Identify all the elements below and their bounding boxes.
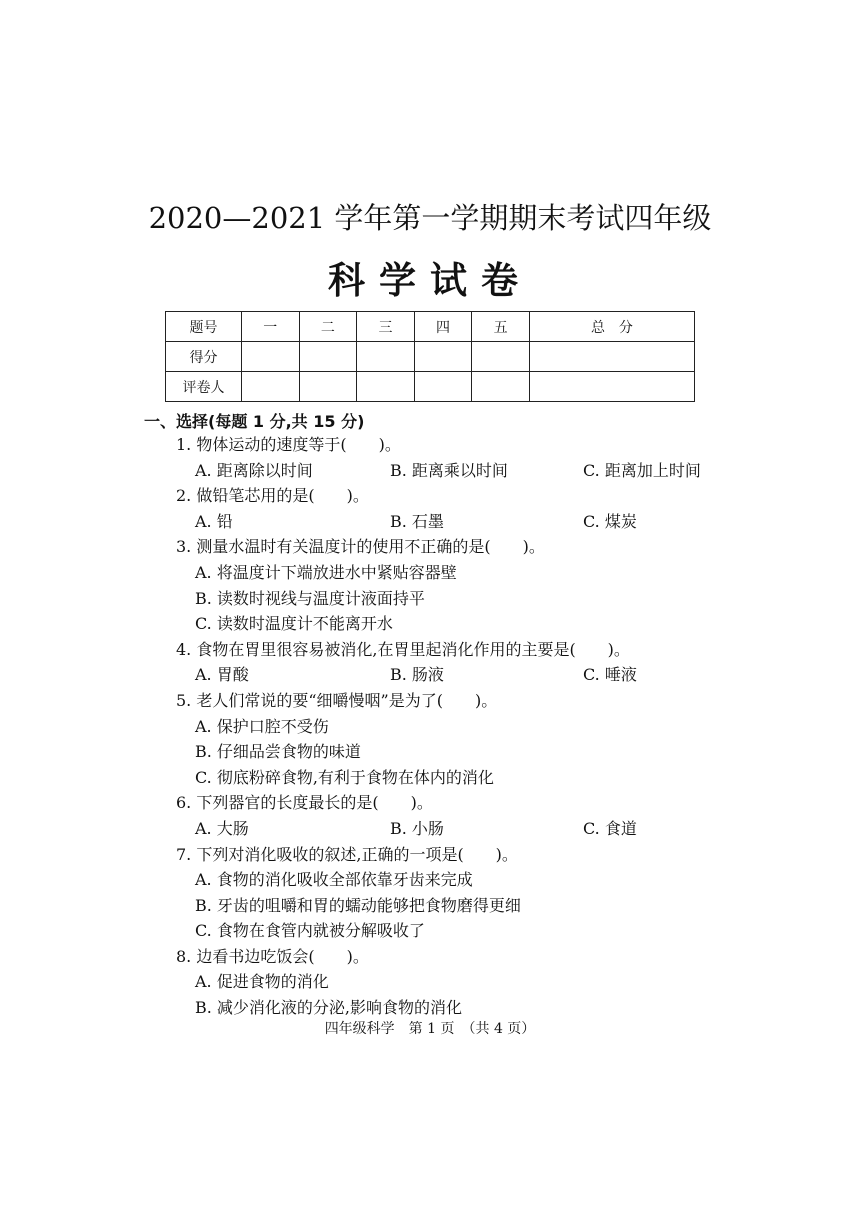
score-table-row (166, 312, 695, 342)
score-cell (357, 342, 415, 372)
option-a: A. 胃酸 (195, 665, 249, 685)
score-cell (472, 342, 530, 372)
grader-cell (357, 372, 415, 402)
column-header: 一 (242, 312, 300, 342)
option-c: C. 距离加上时间 (583, 460, 701, 480)
score-cell (299, 342, 357, 372)
score-table-row (166, 372, 695, 402)
question-list (176, 432, 736, 1021)
option-c: C. 唾液 (583, 665, 637, 685)
option-a: A. 铅 (195, 511, 233, 531)
score-table (165, 311, 695, 402)
option-b: B. 石墨 (390, 511, 444, 531)
question-text: 3. 测量水温时有关温度计的使用不正确的是( )。 (176, 537, 545, 557)
section-title: 一、选择(每题 1 分,共 15 分) (144, 412, 365, 431)
column-header: 五 (472, 312, 530, 342)
option-b: B. 小肠 (390, 818, 444, 838)
option-a: A. 大肠 (195, 818, 249, 838)
question-text: 8. 边看书边吃饭会( )。 (176, 946, 369, 966)
option-c: C. 彻底粉碎食物,有利于食物在体内的消化 (195, 767, 494, 787)
grader-cell (529, 372, 694, 402)
column-header: 总 分 (529, 312, 694, 342)
grader-cell (414, 372, 472, 402)
row-header: 题号 (166, 312, 242, 342)
exam-title: 2020—2021 学年第一学期期末考试四年级 (148, 201, 712, 235)
exam-subtitle: 科学试卷 (328, 259, 532, 302)
grader-cell (242, 372, 300, 402)
option-b: B. 读数时视线与温度计液面持平 (195, 588, 425, 608)
grader-cell (299, 372, 357, 402)
option-b: B. 肠液 (390, 665, 444, 685)
column-header: 二 (299, 312, 357, 342)
option-c: C. 读数时温度计不能离开水 (195, 614, 393, 634)
grader-cell (472, 372, 530, 402)
column-header: 三 (357, 312, 415, 342)
option-a: A. 保护口腔不受伤 (195, 716, 329, 736)
option-b: B. 仔细品尝食物的味道 (195, 742, 361, 762)
row-header: 评卷人 (166, 372, 242, 402)
option-b: B. 距离乘以时间 (390, 460, 508, 480)
question-text: 2. 做铅笔芯用的是( )。 (176, 486, 369, 506)
option-a: A. 食物的消化吸收全部依靠牙齿来完成 (195, 870, 473, 890)
question-text: 7. 下列对消化吸收的叙述,正确的一项是( )。 (176, 844, 518, 864)
option-c: C. 煤炭 (583, 511, 637, 531)
page-footer: 四年级科学 第 1 页 （共 4 页） (324, 1021, 536, 1037)
row-header: 得分 (166, 342, 242, 372)
option-a: A. 距离除以时间 (195, 460, 313, 480)
option-b: B. 减少消化液的分泌,影响食物的消化 (195, 998, 463, 1018)
question-text: 4. 食物在胃里很容易被消化,在胃里起消化作用的主要是( )。 (176, 639, 630, 659)
question-text: 5. 老人们常说的要“细嚼慢咽”是为了( )。 (176, 690, 498, 710)
option-row (176, 509, 736, 535)
score-cell (414, 342, 472, 372)
option-c: C. 食道 (583, 818, 637, 838)
question-text: 1. 物体运动的速度等于( )。 (176, 435, 401, 454)
column-header: 四 (414, 312, 472, 342)
option-c: C. 食物在食管内就被分解吸收了 (195, 921, 425, 941)
option-row (176, 816, 736, 842)
score-table-row (166, 342, 695, 372)
question-text: 6. 下列器官的长度最长的是( )。 (176, 793, 433, 813)
score-cell (529, 342, 694, 372)
option-row (176, 662, 736, 688)
option-b: B. 牙齿的咀嚼和胃的蠕动能够把食物磨得更细 (195, 895, 521, 915)
option-a: A. 将温度计下端放进水中紧贴容器壁 (195, 562, 457, 582)
score-cell (242, 342, 300, 372)
option-row (176, 458, 736, 484)
option-a: A. 促进食物的消化 (195, 972, 329, 992)
